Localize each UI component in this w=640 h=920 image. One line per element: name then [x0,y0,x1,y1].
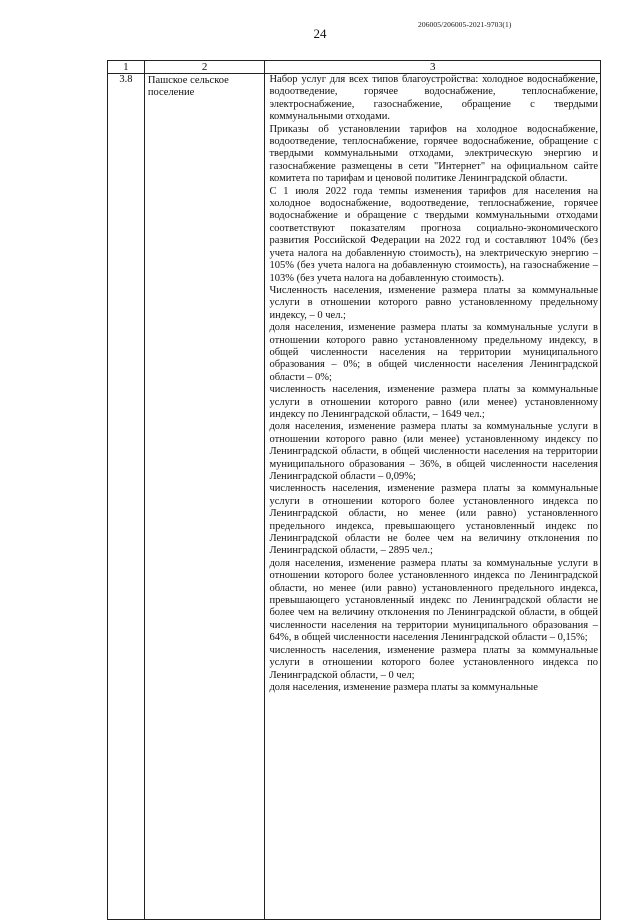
column-header-1: 1 [108,61,145,74]
settlement-name: Пашское сельское поселение [144,74,265,920]
column-header-2: 2 [144,61,265,74]
paragraph: доля населения, изменение размера платы за коммунальные услуги в отношении которого более установленного индекса по Ленинградской области, но менее (или равно) установленного предельного индекса, превышающего установленный индекс по Ленинградской области не более чем на величину отклонения по Ленинградской области, в общей численности населения на территории муниципального образования – 64%, в общей численности населения Ленинградской области – 0,15%; [269,557,598,644]
paragraph: доля населения, изменение размера платы за коммунальные услуги в отношении которого равно установленному предельному индексу, в общей численности населения на территории муниципального образования – 0%; в общей численности населения Ленинградской области – 0%; [269,322,598,383]
row-description [265,74,601,920]
table-header-row [108,61,601,74]
paragraph: доля населения, изменение размера платы за коммунальные услуги в отношении которого равно (или менее) установленному индексу по Ленинградской области, в общей численности населения на территории муниципального образования – 36%, в общей численности населения Ленинградской области – 0,09%; [269,421,598,482]
paragraph: С 1 июля 2022 года темпы изменения тарифов для населения на холодное водоснабжение, водоотведение, теплоснабжение, горячее водоснабжение и обращение с твердыми коммунальными отходами соответствуют показателям прогноза социально-экономического развития Российской Федерации на 2022 год и составляют 104% (без учета налога на добавленную стоимость), на электрическую энергию – 105% (без учета налога на добавленную стоимость), на газоснабжение – 103% (без учета налога на добавленную стоимость). [269,185,598,284]
paragraph: численность населения, изменение размера платы за коммунальные услуги в отношении которого более установленного индекса по Ленинградской области, но менее (или равно) установленного предельного индекса, превышающего установленный индекс по Ленинградской области не более чем на величину отклонения по Ленинградской области, – 2895 чел.; [269,483,598,557]
document-code: 206005/206005-2021-9703(1) [418,20,512,29]
table-row [108,74,601,920]
tariff-table [107,60,601,920]
paragraph: доля населения, изменение размера платы за коммунальные [269,681,538,693]
paragraph: Приказы об установлении тарифов на холодное водоснабжение, водоотведение, теплоснабжение, горячее водоснабжение, обращение с твердыми коммунальными отходами, электрическую энергию и газоснабжение размещены в сети "Интернет" на официальном сайте комитета по тарифам и ценовой политике Ленинградской области. [269,123,598,185]
paragraph: численность населения, изменение размера платы за коммунальные услуги в отношении которого более установленного индекса по Ленинградской области, – 0 чел; [269,644,598,681]
paragraph: численность населения, изменение размера платы за коммунальные услуги в отношении которого равно (или менее) установленному индексу по Ленинградской области, – 1649 чел.; [269,384,598,420]
column-header-3: 3 [265,61,601,74]
paragraph: Численность населения, изменение размера платы за коммунальные услуги в отношении которого равно установленному предельному индексу, – 0 чел.; [269,284,598,321]
row-number: 3.8 [108,74,145,920]
page-number: 24 [313,26,327,41]
paragraph: Набор услуг для всех типов благоустройства: холодное водоснабжение, водоотведение, горячее водоснабжение, теплоснабжение, электроснабжение, газоснабжение, обращение с твердыми коммунальными отходами. [269,74,598,123]
